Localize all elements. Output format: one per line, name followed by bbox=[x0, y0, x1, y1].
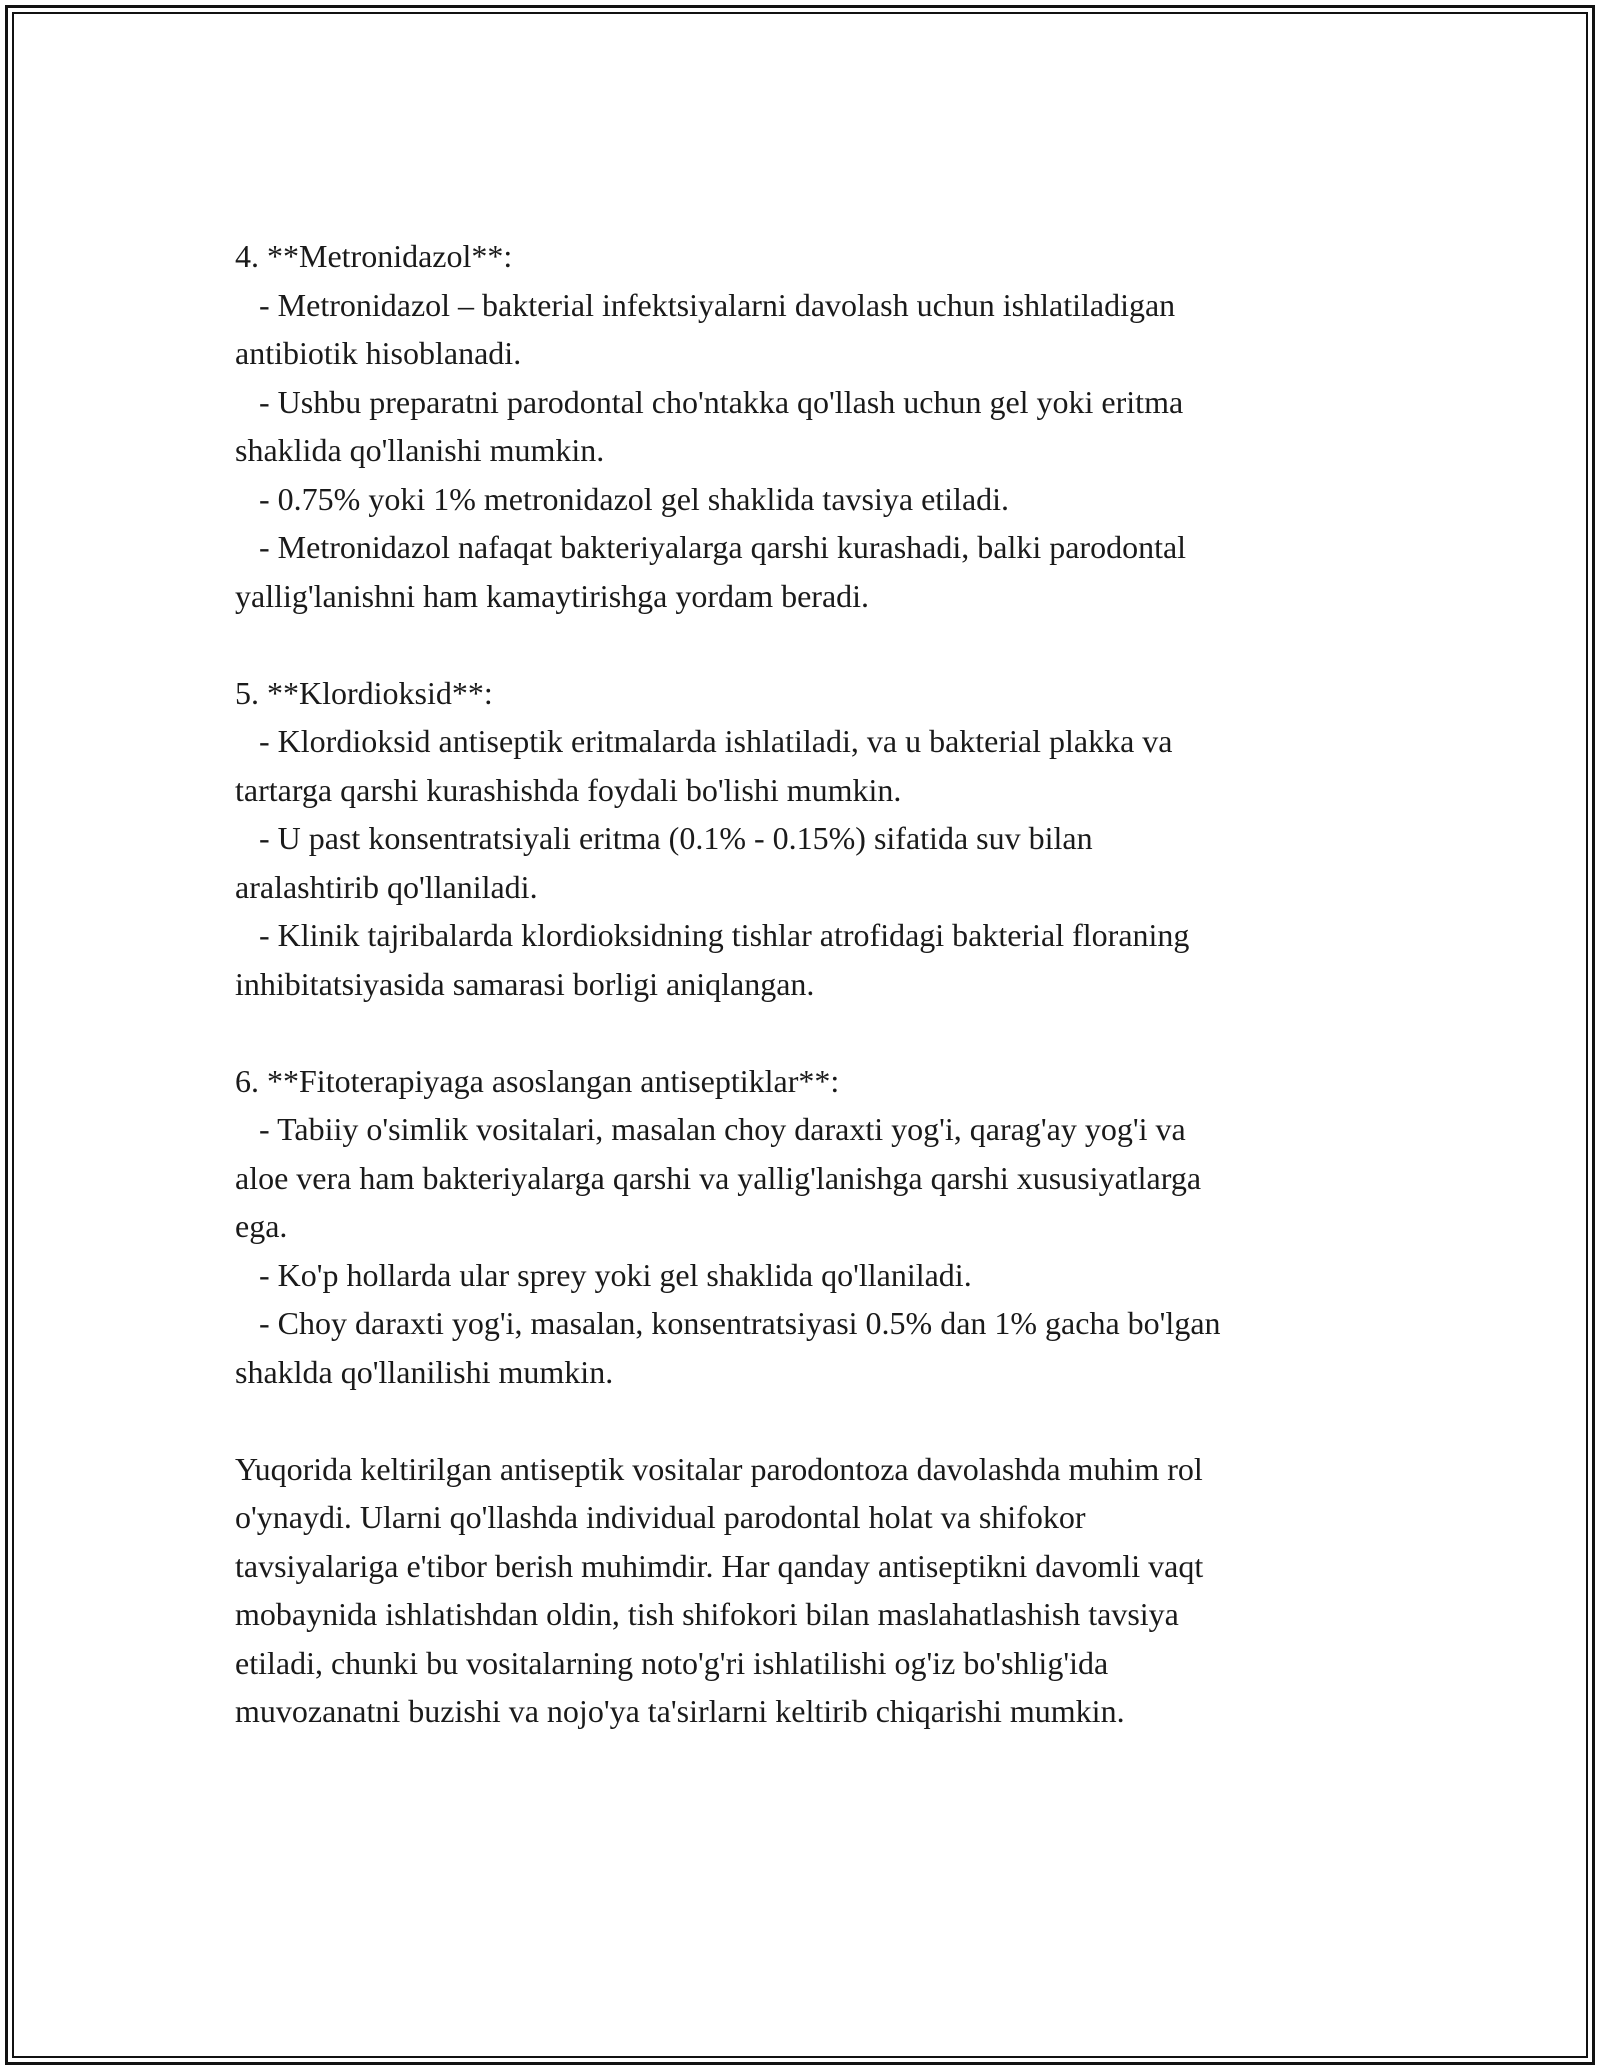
blank-line bbox=[235, 1008, 1395, 1057]
document-body bbox=[235, 232, 1395, 1736]
text-line: - Tabiiy o'simlik vositalari, masalan choy daraxti yog'i, qarag'ay yog'i va bbox=[235, 1111, 1186, 1147]
text-line: - Ushbu preparatni parodontal cho'ntakka qo'llash uchun gel yoki eritma bbox=[235, 383, 1184, 420]
text-line: - Metronidazol nafaqat bakteriyalarga qarshi kurashadi, balki parodontal bbox=[235, 529, 1187, 565]
text-line: antibiotik hisoblanadi. bbox=[235, 335, 522, 371]
section-5-heading: 5. **Klordioksid**: bbox=[235, 674, 493, 711]
blank-line bbox=[235, 620, 1395, 669]
section-6-heading: 6. **Fitoterapiyaga asoslangan antiseptiklar**: bbox=[235, 1062, 840, 1099]
conclusion-line: mobaynida ishlatishdan oldin, tish shifokori bilan maslahatlashish tavsiya bbox=[235, 1596, 1179, 1632]
section-4-heading: 4. **Metronidazol**: bbox=[235, 238, 513, 274]
text-line: - Ko'p hollarda ular sprey yoki gel shaklida qo'llaniladi. bbox=[235, 1256, 972, 1293]
conclusion-line: etiladi, chunki bu vositalarning noto'g'ri ishlatilishi og'iz bo'shlig'ida bbox=[235, 1644, 1109, 1681]
text-line: - U past konsentratsiyali eritma (0.1% - 0.15%) sifatida suv bilan bbox=[235, 820, 1093, 856]
text-line: inhibitatsiyasida samarasi borligi aniqlangan. bbox=[235, 965, 815, 1002]
text-line: yallig'lanishni ham kamaytirishga yordam beradi. bbox=[235, 577, 870, 614]
blank-line bbox=[235, 1396, 1395, 1445]
conclusion-line: tavsiyalariga e'tibor berish muhimdir. Har qanday antiseptikni davomli vaqt bbox=[235, 1547, 1204, 1584]
text-line: aloe vera ham bakteriyalarga qarshi va yallig'lanishga qarshi xususiyatlarga bbox=[235, 1159, 1202, 1196]
text-line: - Metronidazol – bakterial infektsiyalarni davolash uchun ishlatiladigan bbox=[235, 286, 1176, 323]
text-line: shaklida qo'llanishi mumkin. bbox=[235, 432, 605, 468]
conclusion-line: muvozanatni buzishi va nojo'ya ta'sirlarni keltirib chiqarishi mumkin. bbox=[235, 1693, 1125, 1729]
text-line: shaklda qo'llanilishi mumkin. bbox=[235, 1353, 614, 1390]
conclusion-line: Yuqorida keltirilgan antiseptik vositalar parodontoza davolashda muhim rol bbox=[235, 1450, 1203, 1487]
conclusion-line: o'ynaydi. Ularni qo'llashda individual parodontal holat va shifokor bbox=[235, 1499, 1086, 1535]
text-line: ega. bbox=[235, 1208, 288, 1244]
text-line: - 0.75% yoki 1% metronidazol gel shaklida tavsiya etiladi. bbox=[235, 480, 1010, 517]
text-line: - Choy daraxti yog'i, masalan, konsentratsiyasi 0.5% dan 1% gacha bo'lgan bbox=[235, 1305, 1221, 1341]
text-line: aralashtirib qo'llaniladi. bbox=[235, 868, 538, 905]
text-line: tartarga qarshi kurashishda foydali bo'lishi mumkin. bbox=[235, 771, 902, 808]
text-line: - Klordioksid antiseptik eritmalarda ishlatiladi, va u bakterial plakka va bbox=[235, 723, 1173, 759]
text-line: - Klinik tajribalarda klordioksidning tishlar atrofidagi bakterial floraning bbox=[235, 917, 1190, 953]
